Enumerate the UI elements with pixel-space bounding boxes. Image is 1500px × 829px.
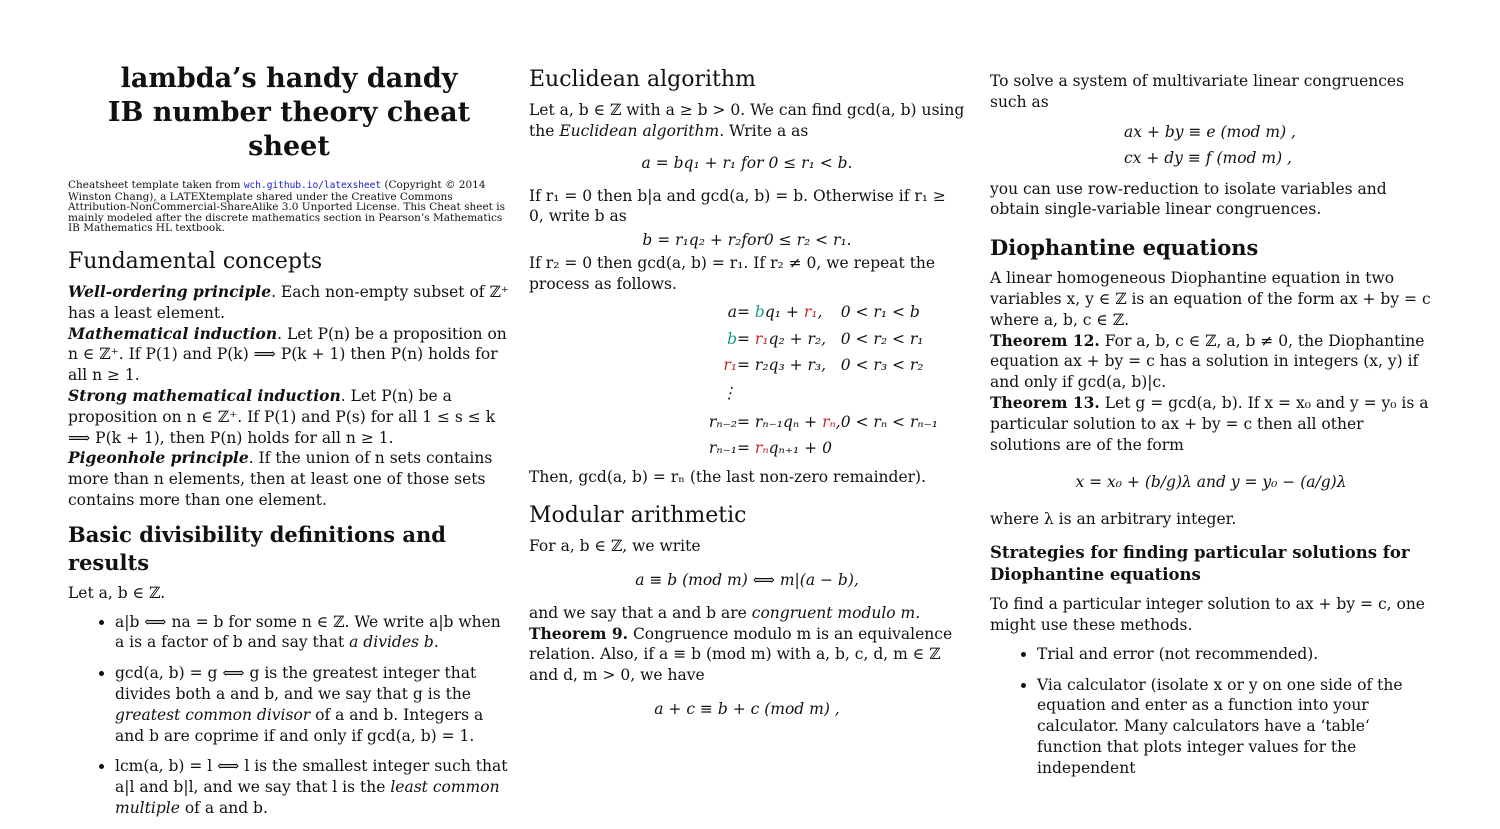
item-text: lcm(a, b) = l ⟺ l is the smallest integer such that a|l and b|l, and we say that l is the bbox=[115, 757, 508, 797]
theorem-13 bbox=[990, 393, 1432, 455]
euclid-steps bbox=[587, 299, 938, 462]
item-emphasis: greatest common divisor bbox=[115, 705, 311, 724]
column-1 bbox=[68, 62, 510, 829]
step-ellipsis: ⋮ bbox=[721, 384, 737, 403]
step-lhs: r₁ bbox=[723, 356, 737, 375]
modular-paragraph-2 bbox=[529, 603, 965, 624]
euclid-step-row bbox=[587, 408, 938, 435]
theorem-text: Let g = gcd(a, b). If x = x₀ and y = y₀ is a particular solution to ax + by = c then all other solutions are of the form bbox=[990, 393, 1429, 454]
step-rhs: = rₙqₙ₊₁ + 0 bbox=[737, 439, 832, 458]
step-condition bbox=[841, 435, 938, 462]
strategies-list bbox=[990, 644, 1432, 779]
system-intro: To solve a system of multivariate linear congruences such as bbox=[990, 72, 1405, 111]
title-line-2: IB number theory cheat sheet bbox=[107, 97, 471, 162]
fundamental-term: Pigeonhole principle bbox=[68, 448, 249, 468]
euclid-paragraph-3: If r₂ = 0 then gcd(a, b) = r₁. If r₂ ≠ 0, we repeat the process as follows. bbox=[529, 254, 936, 293]
item-text: . bbox=[433, 633, 439, 652]
list-item bbox=[115, 663, 510, 746]
theorem-text: For a, b, c ∈ ℤ, a, b ≠ 0, the Diophantine equation ax + by = c has a solution in integers (x, y) if and only if gcd(a, b)|c. bbox=[990, 331, 1425, 392]
list-item: • Via calculator (isolate x or y on one side of the equation and enter as a function into your calculator. Many calculators have a ‘table‘ function that plots integer values for the independent bbox=[1037, 675, 1432, 779]
step-rhs: = r₁q₂ + r₂, bbox=[737, 329, 827, 348]
step-condition: 0 < r₂ < r₁ bbox=[840, 329, 924, 348]
strategies-heading: Strategies for finding particular solutions for Diophantine equations bbox=[990, 543, 1410, 585]
euclid-equation-1: a = bq₁ + r₁ for 0 ≤ r₁ < b. bbox=[641, 153, 853, 172]
column-2 bbox=[529, 62, 965, 728]
credits-note bbox=[68, 180, 510, 234]
theorem-label: Theorem 13. bbox=[990, 392, 1100, 412]
diophantine-intro: A linear homogeneous Diophantine equation in two variables x, y ∈ ℤ is an equation of the form ax + by = c where a, b, c ∈ ℤ. bbox=[990, 269, 1431, 329]
diophantine-heading: Diophantine equations bbox=[990, 235, 1259, 261]
item-text: a|b ⟺ na = b for some n ∈ ℤ. We write a|b when a is a factor of b and say that bbox=[115, 612, 501, 652]
system-equation-2: cx + dy ≡ f (mod m) , bbox=[1124, 148, 1292, 167]
system-equation-1: ax + by ≡ e (mod m) , bbox=[1124, 122, 1296, 141]
fundamental-heading: Fundamental concepts bbox=[68, 248, 323, 274]
modular-text: . bbox=[915, 603, 921, 622]
euclid-paragraph-2: If r₁ = 0 then b|a and gcd(a, b) = b. Otherwise if r₁ ≥ 0, write b as bbox=[529, 186, 946, 226]
step-rhs: = rₙ₋₁qₙ + rₙ, bbox=[737, 412, 841, 431]
fundamental-item bbox=[68, 282, 510, 324]
euclid-step-row bbox=[587, 325, 938, 352]
theorem-text: Congruence modulo m is an equivalence relation. Also, if a ≡ b (mod m) with a, b, c, d, m ∈ ℤ and d, m > 0, we have bbox=[529, 624, 953, 685]
modular-heading: Modular arithmetic bbox=[529, 503, 747, 529]
diophantine-general-solution: x = x₀ + (b/g)λ and y = y₀ − (a/g)λ bbox=[1075, 473, 1347, 492]
fundamental-term: Mathematical induction bbox=[68, 323, 278, 343]
step-lhs: a bbox=[727, 303, 737, 322]
item-emphasis: a divides b bbox=[349, 633, 434, 652]
step-lhs: rₙ₋₁ bbox=[708, 439, 737, 458]
item-text: gcd(a, b) = g ⟺ g is the greatest integer that divides both a and b, and we say that g is the bbox=[115, 664, 477, 703]
title-line-1: lambda’s handy dandy bbox=[120, 63, 458, 94]
item-text: of a and b. Integers a and b are coprime if and only if gcd(a, b) = 1. bbox=[115, 705, 484, 745]
fundamental-text: . Let P(n) be a proposition on n ∈ ℤ⁺. If P(1) and P(k) ⟹ P(k + 1) then P(n) holds for all n ≥ 1. bbox=[68, 324, 507, 385]
divisibility-heading: Basic divisibility definitions and results bbox=[68, 521, 446, 575]
step-condition: 0 < rₙ < rₙ₋₁ bbox=[840, 412, 939, 431]
euclid-step-row bbox=[587, 378, 938, 408]
fundamental-text: . Let P(n) be a proposition on n ∈ ℤ⁺. If P(1) and P(s) for all 1 ≤ s ≤ k ⟹ P(k + 1), then P(n) holds for all n ≥ 1. bbox=[68, 386, 496, 447]
theorem-9 bbox=[529, 624, 965, 686]
fundamental-item bbox=[68, 448, 510, 510]
euclid-step-row bbox=[587, 352, 938, 379]
euclid-step-row bbox=[587, 435, 938, 462]
euclid-term: Euclidean algorithm bbox=[559, 121, 720, 140]
step-lhs: rₙ₋₂ bbox=[708, 412, 737, 431]
step-condition: 0 < r₁ < b bbox=[840, 303, 920, 322]
euclid-equation-2: b = r₁q₂ + r₂for0 ≤ r₂ < r₁. bbox=[642, 231, 852, 250]
step-rhs: = r₂q₃ + r₃, bbox=[737, 356, 827, 375]
euclid-heading: Euclidean algorithm bbox=[529, 67, 756, 92]
divisibility-intro: Let a, b ∈ ℤ. bbox=[68, 583, 166, 602]
modular-term: congruent modulo m bbox=[751, 603, 916, 622]
fundamental-term: Well-ordering principle bbox=[68, 281, 272, 301]
system-equations bbox=[1124, 119, 1432, 171]
item-text: of a and b. bbox=[179, 798, 268, 817]
euclid-text: . Write a as bbox=[719, 121, 809, 140]
strategies-intro: To find a particular integer solution to ax + by = c, one might use these methods. bbox=[990, 595, 1425, 634]
step-rhs: = bq₁ + r₁, bbox=[737, 303, 823, 322]
credits-link[interactable]: wch.github.io/latexsheet bbox=[243, 180, 382, 191]
modular-text: and we say that a and b are bbox=[529, 603, 752, 622]
credits-text-a: Cheatsheet template taken from bbox=[68, 179, 244, 191]
diophantine-paragraph-2: where λ is an arbitrary integer. bbox=[990, 510, 1237, 529]
fundamental-text: . If the union of n sets contains more than n elements, then at least one of those sets contains more than one element. bbox=[68, 449, 493, 509]
divisibility-list bbox=[68, 612, 510, 819]
fundamental-item bbox=[68, 386, 510, 448]
fundamental-term: Strong mathematical induction bbox=[68, 385, 341, 405]
item-emphasis: least common multiple bbox=[115, 778, 500, 817]
theorem-label: Theorem 12. bbox=[990, 330, 1100, 350]
theorem-label: Theorem 9. bbox=[529, 623, 629, 643]
euclid-conclusion: Then, gcd(a, b) = rₙ (the last non-zero remainder). bbox=[529, 468, 926, 487]
euclid-intro bbox=[529, 100, 965, 142]
list-item bbox=[115, 756, 510, 818]
credits-text-b: (Copyright © 2014 Winston Chang), a LATEXtemplate shared under the Creative Commons Attribution-NonCommercial-ShareAlike 3.0 Unported License. This Cheat sheet is mainly modeled after the discrete mathematics section in Pearson’s Mathematics IB Mathematics HL textbook. bbox=[68, 179, 505, 235]
step-lhs: b bbox=[727, 329, 737, 348]
modular-equation-1: a ≡ b (mod m) ⟺ m|(a − b), bbox=[635, 570, 859, 589]
euclid-text: Let a, b ∈ ℤ with a ≥ b > 0. We can find gcd(a, b) using the bbox=[529, 101, 965, 140]
list-item bbox=[115, 612, 510, 654]
theorem-12 bbox=[990, 331, 1432, 393]
column-3 bbox=[990, 62, 1432, 789]
page-title bbox=[68, 62, 510, 164]
step-condition: 0 < r₃ < r₂ bbox=[840, 356, 924, 375]
modular-equation-2: a + c ≡ b + c (mod m) , bbox=[654, 700, 840, 719]
system-paragraph-2: you can use row-reduction to isolate variables and obtain single-variable linear congruences. bbox=[990, 179, 1387, 219]
fundamental-item bbox=[68, 324, 510, 386]
euclid-step-row bbox=[587, 299, 938, 326]
fundamental-text: . Each non-empty subset of ℤ⁺ has a least element. bbox=[68, 282, 509, 322]
list-item: • Trial and error (not recommended). bbox=[1037, 644, 1432, 665]
modular-intro: For a, b ∈ ℤ, we write bbox=[529, 537, 701, 556]
